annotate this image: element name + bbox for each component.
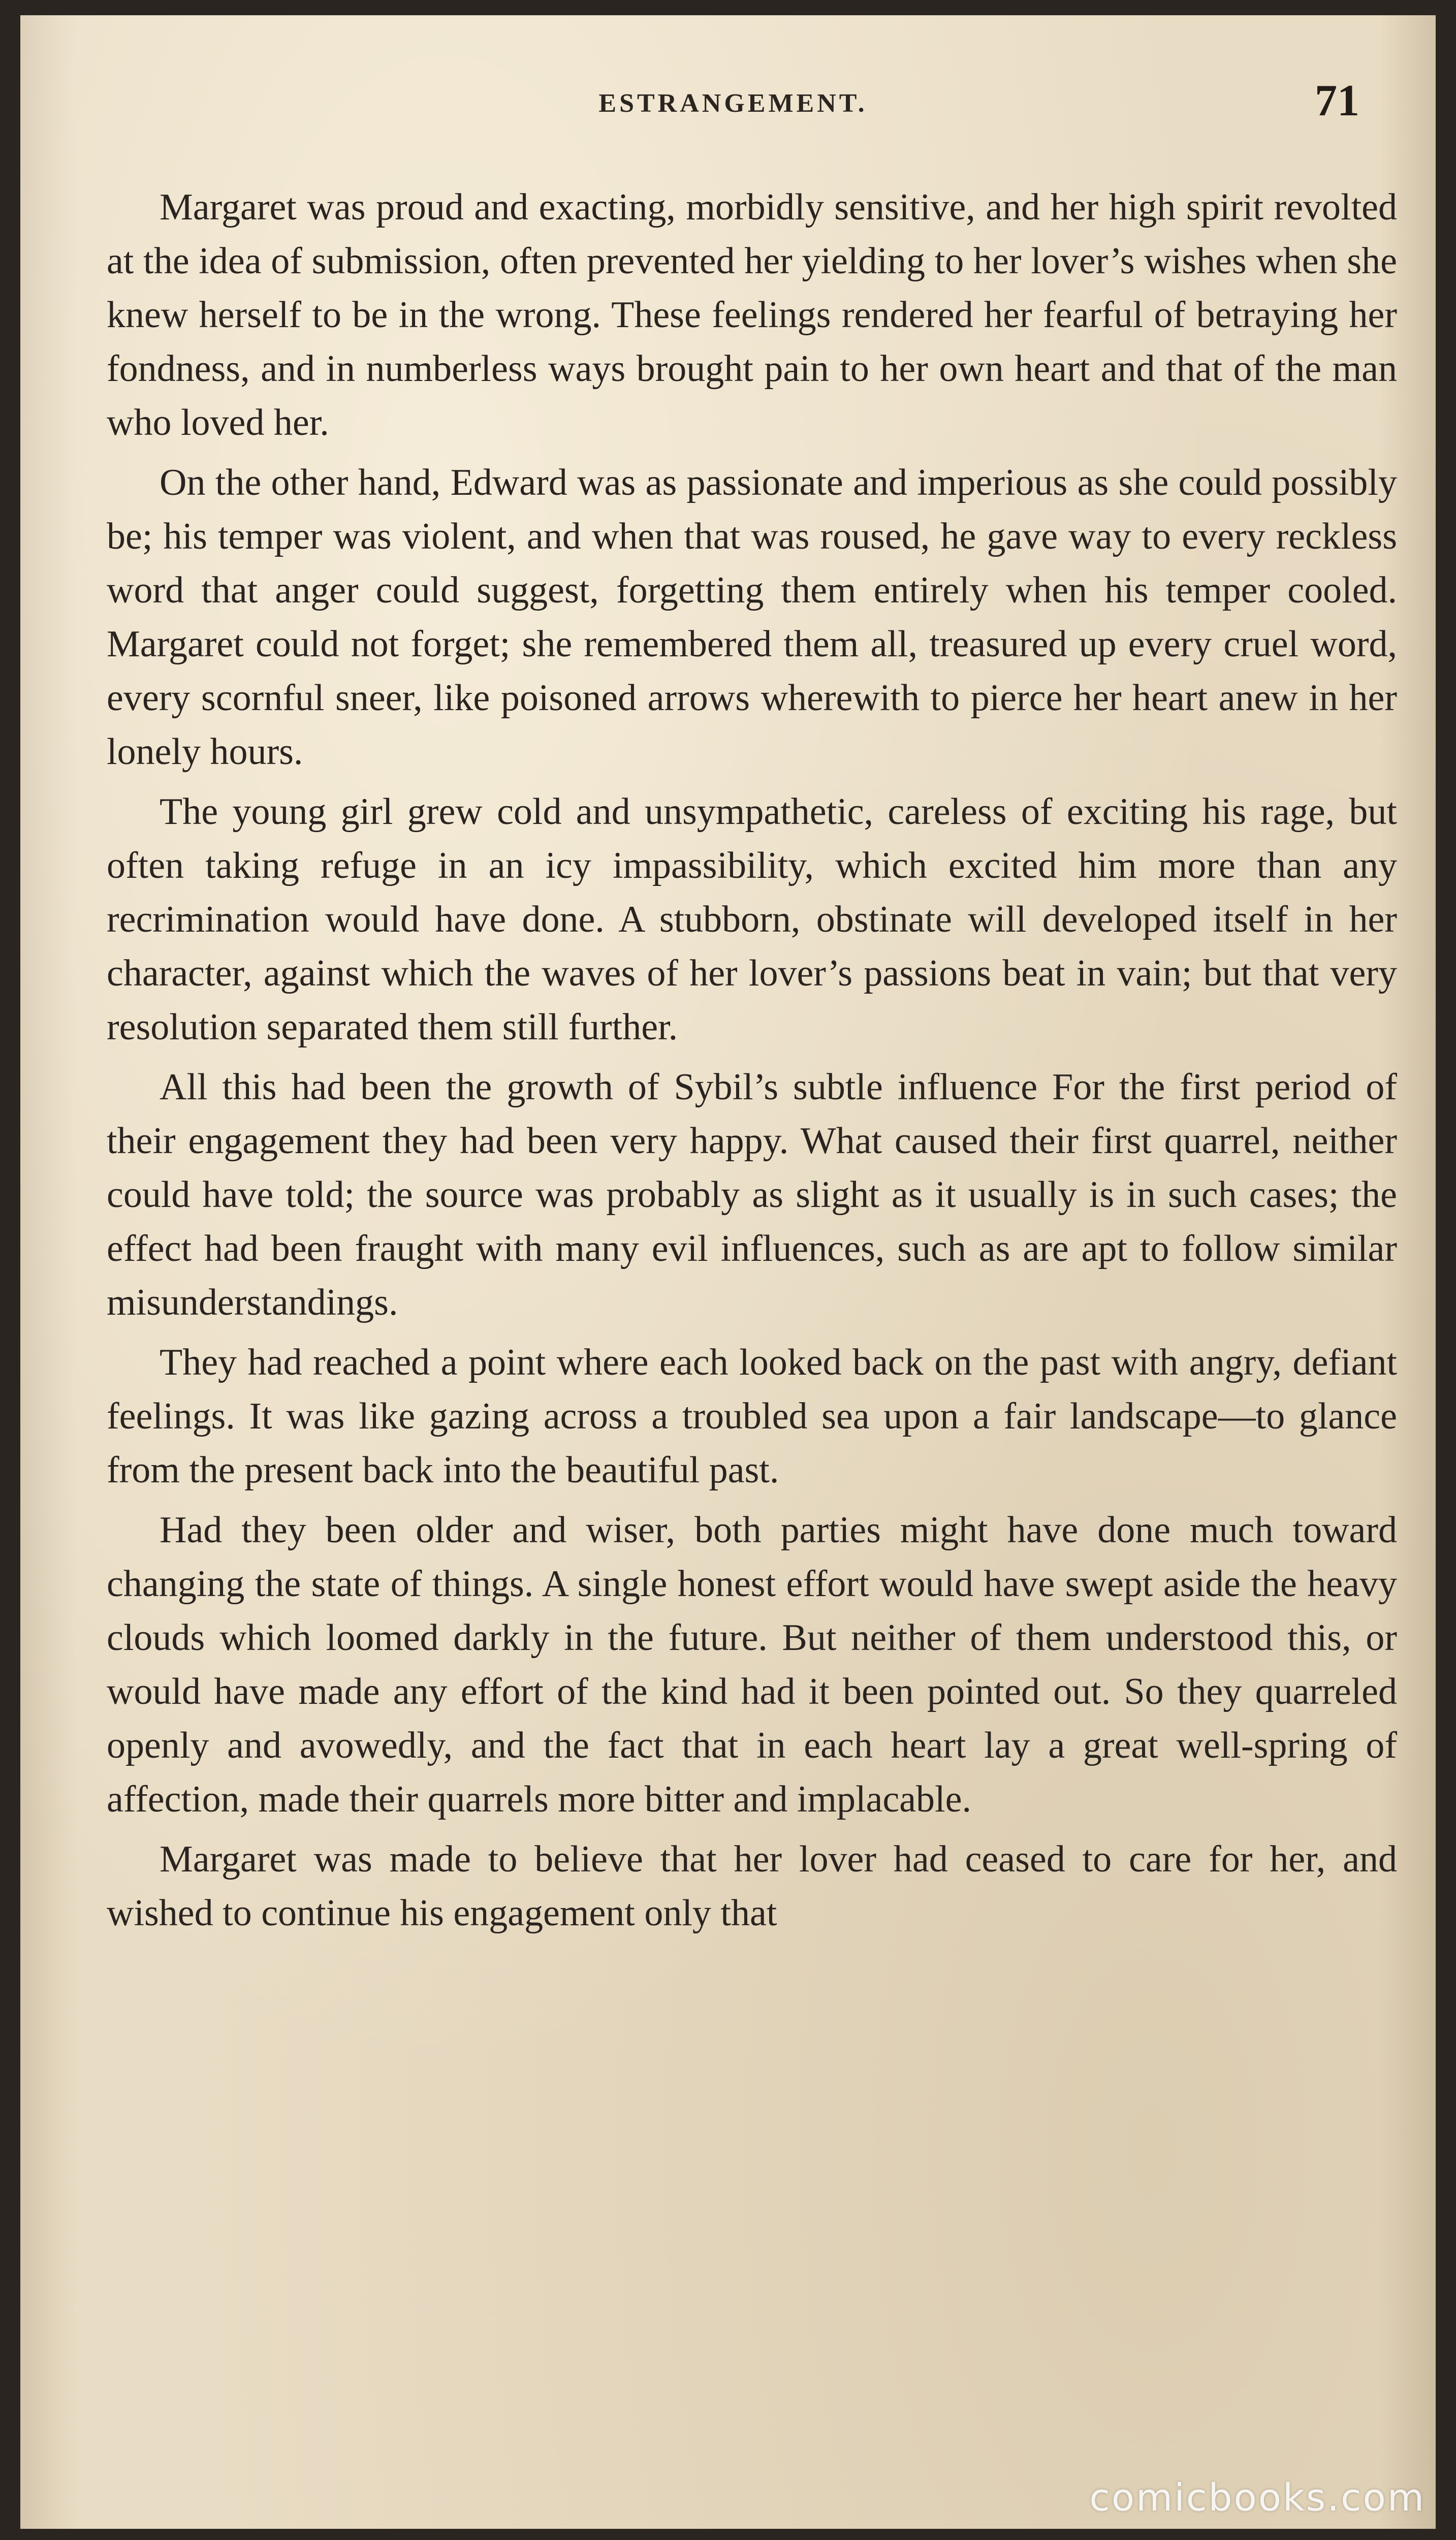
book-page xyxy=(20,15,1436,2529)
paragraph: Had they been older and wiser, both parties might have done much toward changing the state of things. A single honest effort would have swept aside the heavy clouds which loomed darkly in the future. But neither of them understood this, or would have made any effort of the kind had it been pointed out. So they quarreled openly and avowedly, and the fact that in each heart lay a great well-spring of affection, made their quarrels more bitter and implacable. xyxy=(107,1509,1397,1820)
page-header xyxy=(107,75,1359,131)
running-head: ESTRANGEMENT. xyxy=(598,89,868,118)
body-text xyxy=(107,180,1397,1946)
page-number: 71 xyxy=(1315,76,1359,125)
watermark-text: comicbooks.com xyxy=(1089,2476,1426,2520)
paragraph: All this had been the growth of Sybil’s subtle influence For the first period of their engagement they had been very happy. What caused their first quarrel, neither could have told; the source was probably as slight as it usually is in such cases; the effect had been fraught with many evil influences, such as are apt to follow similar misunderstandings. xyxy=(107,1066,1397,1323)
paragraph: Margaret was proud and exacting, morbidly sensitive, and her high spirit revolted at the idea of submission, often prevented her yielding to her lover’s wishes when she knew herself to be in the wrong. These feelings rendered her fearful of betraying her fondness, and in numberless ways brought pain to her own heart and that of the man who loved her. xyxy=(107,186,1397,443)
paragraph: Margaret was made to believe that her lover had ceased to care for her, and wished to continue his engagement only that xyxy=(107,1838,1397,1934)
paragraph: On the other hand, Edward was as passionate and imperious as she could possibly be; his temper was violent, and when that was roused, he gave way to every reckless word that anger could suggest, forgetting them entirely when his temper cooled. Margaret could not forget; she remembered them all, treasured up every cruel word, every scornful sneer, like poisoned arrows wherewith to pierce her heart anew in her lonely hours. xyxy=(107,462,1397,773)
paragraph: They had reached a point where each looked back on the past with angry, defiant feelings. It was like gazing across a troubled sea upon a fair landscape—to glance from the present back into the beautiful past. xyxy=(107,1342,1397,1491)
paragraph: The young girl grew cold and unsympathetic, careless of exciting his rage, but often taking refuge in an icy impassibility, which excited him more than any recrimination would have done. A stubborn, obstinate will developed itself in her character, against which the waves of her lover’s passions beat in vain; but that very resolution separated them still further. xyxy=(107,791,1397,1048)
